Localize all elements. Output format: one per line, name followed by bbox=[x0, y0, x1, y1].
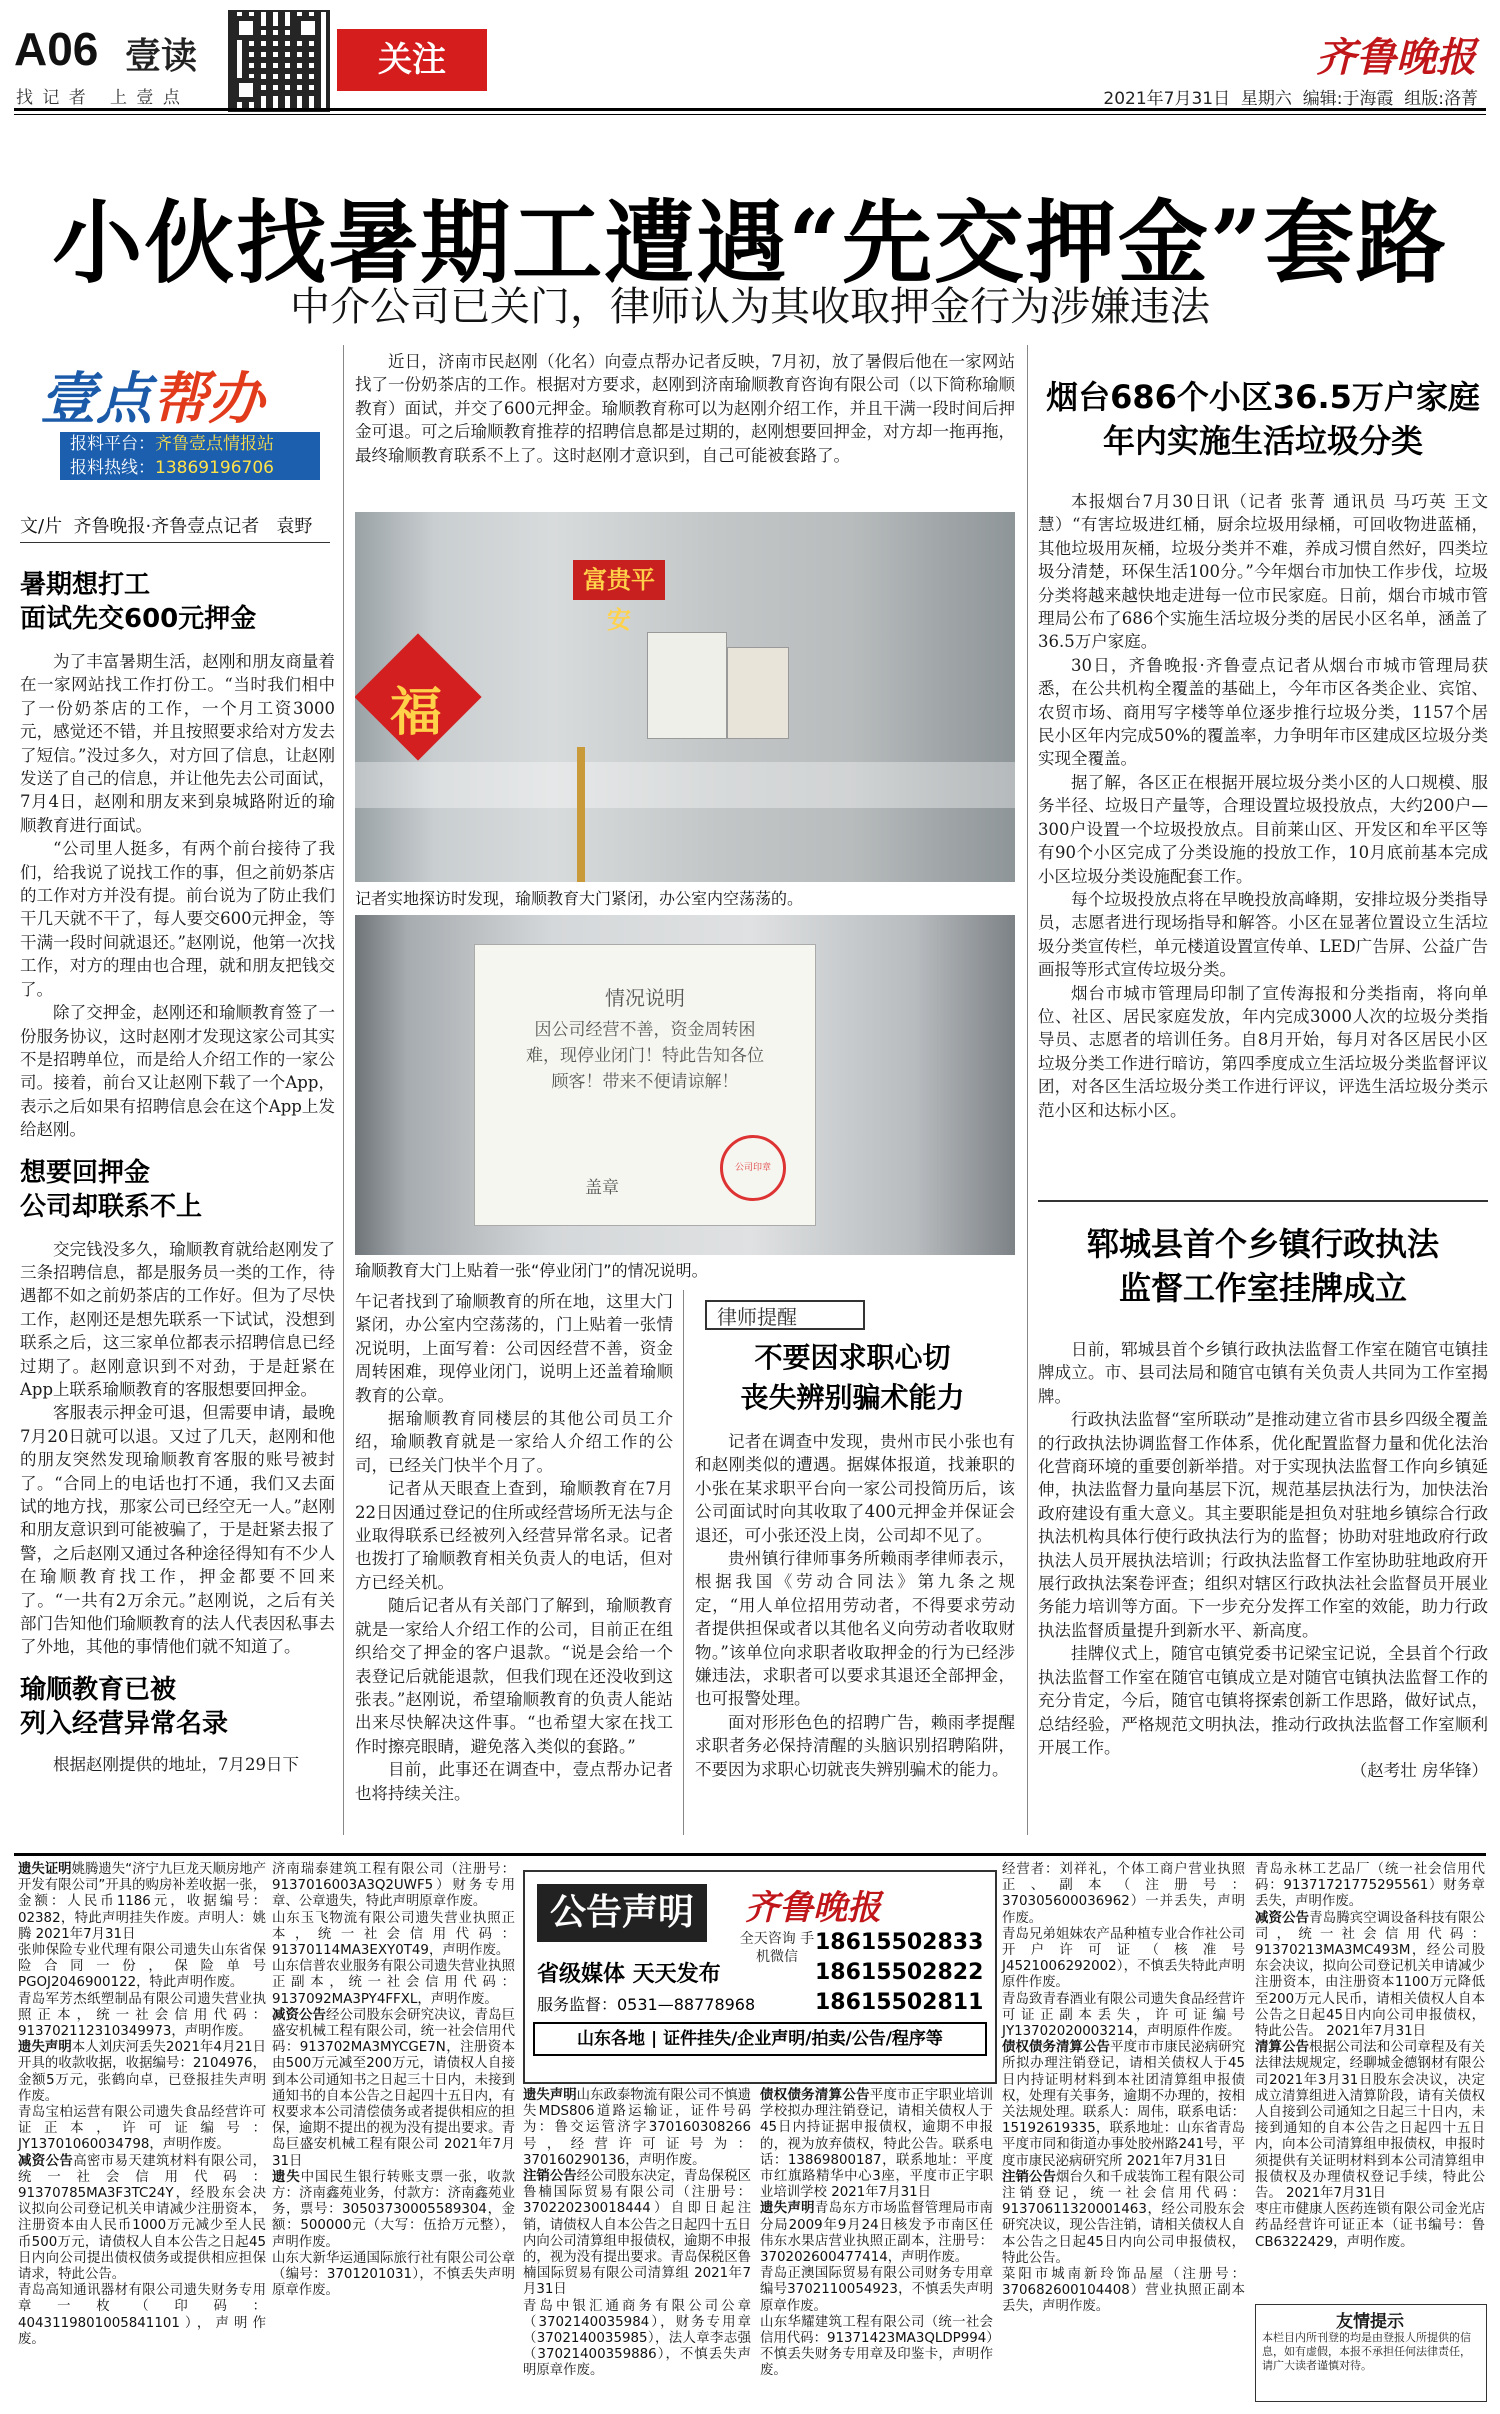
photo-caption-2: 瑜顺教育大门上贴着一张“停业闭门”的情况说明。 bbox=[355, 1261, 708, 1280]
lawyer-tip-tag: 律师提醒 bbox=[705, 1300, 865, 1330]
section-heading-2: 想要回押金 公司却联系不上 bbox=[20, 1157, 203, 1222]
dateline: 2021年7月31日 星期六 编辑:于海霞 组版:洛菁 bbox=[1103, 89, 1478, 109]
red-banner: 富贵平安 bbox=[573, 560, 665, 600]
section-slogan: 找 记 者 上 壹 点 bbox=[16, 88, 182, 108]
masthead-rule bbox=[14, 108, 1486, 111]
article-separator bbox=[1038, 1200, 1488, 1202]
right-article-body-2: 日前，郓城县首个乡镇行政执法监督工作室在随官屯镇挂牌成立。市、县司法局和随官屯镇有关负责人共同为工作室揭牌。 行政执法监督“室所联动”是推动建立省市县乡四级全覆盖的行政执法协调监督工作体系，优化配置监督力量和优化法治化营商环境的重要创新举措。对于实现执法监督工作向乡镇延伸，执法监督力量向基层下沉，规范基层执法行为，加快法治政府建设有重大意义。其主要职能是担负对驻地乡镇综合行政执法机构具体行使行政执法行为的监督；协助对驻地政府行政执法人员开展执法培训；行政执法监督工作室协助驻地政府开展行政执法案卷评查；组织对辖区行政执法社会监督员开展业务能力培训等方面。下一步充分发挥工作室的效能，助力行政执法监督质量提升到新水平、新高度。 挂牌仪式上，随官屯镇党委书记梁宝记说，全县首个行政执法监督工作室在随官屯镇成立是对随官屯镇执法监督工作的充分肯定，今后，随官屯镇将探索创新工作思路，做好试点，总结经验，严格规范文明执法，推动行政执法监督工作室顺利开展工作。 （赵考壮 房华锋） bbox=[1038, 1340, 1488, 1781]
service-hotline: 服务监督：0531—88778968 bbox=[537, 1995, 756, 2014]
classifieds-column-3: 遗失声明山东政泰物流有限公司不慎遗失MDS806道路运输证，证件号码为：鲁交运管济字370160308266号，经营许可证号为：370160290136，声明作废。 注销公告经公司股东决定，青岛保税区鲁楠国际贸易有限公司（注册号：370220230018444）自即日起注销，请债权人自本公告之日起四十五日内向公司清算组申报债权，逾期不申报的，视为没有提出要求。青岛保税区鲁楠国际贸易有限公司清算组 2021年7月31日 青岛中银汇通商务有限公司公章（3702140035984），财务专用章（3702140035985），法人章李志强（37021400359886），不慎丢失声明原章作废。 bbox=[523, 2088, 752, 2379]
section-heading-1: 暑期想打工 面试先交600元押金 bbox=[20, 570, 257, 634]
classifieds-column-1: 遗失证明姚腾遗失“济宁九巨龙天顺房地产开发有限公司”开具的购房补差收据一张，金额：人民币1186元，收据编号：02382，特此声明挂失作废。声明人：姚腾 2021年7月31日 张帅保险专业代理有限公司遗失山东省保险合同一份，保险单号PGOJ2046900122，特此声明作废。 青岛军芳杰纸塑制品有限公司遗失营业执照正本，统一社会信用代码：913702112310349973，声明作废。 遗失声明本人刘庆河丢失2021年4月21日开具的收款收据，收据编号：2104976，金额5万元，张鹤向卓，已登报挂失声明作废。 青岛宝柏运营有限公司遗失食品经营许可证正本，许可证编号：JY13701060034798，声明作废。 减资公告高密市易天建筑材料有限公司，统一社会信用代码：91370785MA3F3TC24Y，经股东会决议拟向公司登记机关申请减少注册资本，注册资本由人民币1000万元减少至人民币500万元，请债权人自本公告之日起45日内向公司提出债权债务或提供相应担保请求，特此公告。 青岛高知通讯器材有限公司遗失财务专用章一枚（印码：4043119801005841101），声明作废。 bbox=[18, 1862, 267, 2347]
section-name: 壹读 bbox=[125, 36, 198, 77]
service-list: 山东各地 | 证件挂失/企业声明/拍卖/公告/程序等 bbox=[533, 2022, 987, 2056]
right-article-body-1: 本报烟台7月30日讯（记者 张菁 通讯员 马巧英 王文慧）“有害垃圾进红桶，厨余垃圾用绿桶，可回收物进蓝桶，其他垃圾用灰桶，垃圾分类并不难，养成习惯自然好，四类垃圾分清楚，环保生活100分。”今年烟台市加快工作步伐，垃圾分类将越来越快地走进每一位市民家庭。日前，烟台市城市管理局公布了686个实施生活垃圾分类的居民小区名单，涵盖了36.5万户家庭。 30日，齐鲁晚报·齐鲁壹点记者从烟台市城市管理局获悉，在公共机构全覆盖的基础上，今年市区各类企业、宾馆、农贸市场、商用写字楼等单位逐步推行垃圾分类，1157个居民小区年内完成50%的覆盖率，力争明年市区建成区垃圾分类实现全覆盖。 据了解，各区正在根据开展垃圾分类小区的人口规模、服务半径、垃圾日产量等，合理设置垃圾投放点，大约200户—300户设置一个垃圾投放点。目前莱山区、开发区和牟平区等有90个小区完成了分类设施的投放工作，10月底前基本完成小区垃圾分类设施配套工作。 每个垃圾投放点将在早晚投放高峰期，安排垃圾分类指导员，志愿者进行现场指导和解答。小区在显著位置设立生活垃圾分类宣传栏，单元楼道设置宣传单、LED广告屏、公益广告画报等形式宣传垃圾分类。 烟台市城市管理局印制了宣传海报和分类指南，将向单位、社区、居民家庭发放，年内完成3000人次的垃圾分类指导员、志愿者的培训任务。自8月开始，每月对各区居民小区垃圾分类工作进行暗访，第四季度成立生活垃圾分类监督评议团，对各区生活垃圾分类工作进行评议，评选生活垃圾分类示范小区和达标小区。 bbox=[1038, 492, 1488, 1120]
door-handle bbox=[577, 747, 585, 882]
middle-column: 午记者找到了瑜顺教育的所在地，这里大门紧闭，办公室内空荡荡的，门上贴着一张情况说明，上面写着：公司因经营不善，资金周转困难，现停业闭门，说明上还盖着瑜顺教育的公章。 据瑜顺教育同楼层的其他公司员工介绍，瑜顺教育就是一家给人介绍工作的公司，已经关门快半个月了。 记者从天眼查上查到，瑜顺教育在7月22日因通过登记的住所或经营场所无法与企业取得联系已经被列入经营异常名录。记者也拨打了瑜顺教育相关负责人的电话，但对方已经关机。 随后记者从有关部门了解到，瑜顺教育就是一家给人介绍工作的公司，目前正在组织给交了押金的客户退款。“说是会给一个表登记后就能退款，但我们现在还没收到这张表。”赵刚说，希望瑜顺教育的负责人能站出来尽快解决这件事。“也希望大家在找工作时擦亮眼睛，避免落入类似的套路。” 目前，此事还在调查中，壹点帮办记者也将持续关注。 bbox=[355, 1292, 673, 1803]
classifieds-column-5: 经营者：刘祥礼，个体工商户营业执照正、副本（注册号：370305600036962）一并丢失，声明作废。 青岛兄弟姐妹农产品种植专业合作社公司开户许可证（核准号J4521006292002），不慎丢失特此声明原件作废。 青岛致青春酒业有限公司遗失食品经营许可证正副本丢失，许可证编号JY13702020003214，声明原件作废。 债权债务清算公告平度市市康民泌病研究所拟办理注销登记，请相关债权人于45日内持证明材料到本社团清算组申报债权，处理有关事务，逾期不办理的，按相关法规处理。联系人：周伟，联系电话：15192619335，联系地址：山东省青岛平度市同和街道办事处胶州路241号，平度市康民泌病研究所 2021年7月31日 注销公告烟台久和千成装饰工程有限公司注销登记，统一社会信用代码：91370611320001463，经公司股东会研究决议，现公告注销，请相关债权人自本公告之日起45日内向公司申报债权，特此公告。 菜阳市城南新玲饰品屋（注册号：370682600104408）营业执照正副本丢失，声明作废。 bbox=[1002, 1862, 1246, 2315]
closure-notice: 情况说明 因公司经营不善，资金周转困难，现停业闭门！特此告知各位顾客！带来不便请谅解！ 盖章 公司印章 bbox=[475, 945, 815, 1225]
column-divider bbox=[683, 1290, 684, 1835]
right-article-title-2: 郓城县首个乡镇行政执法 监督工作室挂牌成立 bbox=[1086, 1225, 1439, 1307]
closure-notice-photo bbox=[355, 915, 1015, 1255]
masthead-rule-thin bbox=[14, 114, 1486, 115]
section-body-1: 为了丰富暑期生活，赵刚和朋友商量着在一家网站找工作打份工。“当时我们相中了一份奶茶店的工作，一个月工资3000元，感觉还不错，并且按照要求给对方发去了短信。”没过多久，对方回了信息，让赵刚发送了自己的信息，并让他先去公司面试，7月4日，赵刚和朋友来到泉城路附近的瑜顺教育进行面试。 “公司里人挺多，有两个前台接待了我们，给我说了说找工作的事，但之前奶茶店的工作对方并没有提。前台说为了防止我们干几天就不干了，每人要交600元押金，等干满一段时间就退还。”赵刚说，他第一次找工作，对方的理由也合理，就和朋友把钱交了。 除了交押金，赵刚还和瑜顺教育签了一份服务协议，这时赵刚才发现这家公司其实不是招聘单位，而是给人介绍工作的一家公司。接着，前台又让赵刚下载了一个App，表示之后如果有招聘信息会在这个App上发给赵刚。 bbox=[20, 652, 335, 1140]
lawyer-tip-body: 记者在调查中发现，贵州市民小张也有和赵刚类似的遭遇。据媒体报道，找兼职的小张在某求职平台向一家公司投简历后，该公司面试时向其收取了400元押金并保证会退还，可小张还没上岗，公司却不见了。 贵州镇行律师事务所赖雨孝律师表示，根据我国《劳动合同法》第九条之规定，“用人单位招用劳动者，不得要求劳动者提供担保或者以其他名义向劳动者收取财物。”该单位向求职者收取押金的行为已经涉嫌违法，求职者可以要求其退还全部押金，也可报警处理。 面对形形色色的招聘广告，赖雨孝提醒求职者务必保持清醒的头脑识别招聘陷阱，不要因为求职心切就丧失辨别骗术的能力。 bbox=[695, 1432, 1015, 1779]
lawyer-tip-title: 不要因求职心切 丧失辨别骗术能力 bbox=[740, 1341, 965, 1414]
page-number: A06 bbox=[14, 23, 99, 75]
classifieds-column-2: 济南瑞泰建筑工程有限公司（注册号：9137016003A3Q2UWF5）财务专用章、公章遗失，特此声明原章作废。 山东玉飞物流有限公司遗失营业执照正本，统一社会信用代码：91370114MA3EXY0T49，声明作废。 山东信普农业服务有限公司遗失营业执照正副本，统一社会信用代码：9137092MA3PY4FFXL，声明作废。 减资公告经公司股东会研究决议，青岛巨盛安机械工程有限公司，统一社会信用代码：913702MA3MYCGE7N，注册资本由500万元减至200万元，请债权人自接到本公司通知书之日起三十日内，未接到通知书的自本公告之日起四十五日内，有权要求本公司清偿债务或者提供相应的担保，逾期不提出的视为没有提出要求。青岛巨盛安机械工程有限公司 2021年7月31日 遗失中国民生银行转账支票一张，收款方：济南鑫苑业务，付款方：济南鑫苑业务，票号：30503730005589304，金额：500000元（大写：伍拾万元整），声明作废。 山东大新华运通国际旅行社有限公司公章（编号：3701201031），不慎丢失声明原章作废。 bbox=[272, 1862, 516, 2299]
posted-paper bbox=[647, 632, 727, 739]
announcement-ad-box bbox=[523, 1870, 997, 2084]
phone-numbers: 18615502833 18615502822 18615502811 bbox=[815, 1930, 984, 2015]
section-tag: 关注 bbox=[337, 29, 487, 91]
office-door-photo: 福 富贵平安 bbox=[355, 512, 1015, 882]
tipline-box: 报料平台：齐鲁壹点情报站 报料热线：13869196706 bbox=[60, 432, 320, 480]
newspaper-logo: 齐鲁晚报 bbox=[1316, 34, 1476, 81]
announcement-heading: 公告声明 bbox=[537, 1884, 707, 1942]
byline-rule bbox=[20, 542, 330, 543]
left-column bbox=[20, 568, 335, 1776]
yidian-bangban-logo: 壹点帮办 bbox=[40, 367, 264, 432]
byline: 文/片 齐鲁晚报·齐鲁壹点记者 袁野 bbox=[20, 516, 313, 537]
posted-paper bbox=[727, 647, 789, 739]
headline: 小伙找暑期工遭遇“先交押金”套路 bbox=[52, 190, 1448, 296]
announcement-brand: 齐鲁晚报 bbox=[745, 1888, 881, 1928]
section-body-2: 交完钱没多久，瑜顺教育就给赵刚发了三条招聘信息，都是服务员一类的工作，待遇都不如之前奶茶店的工作好。但为了尽快工作，赵刚还是想先联系一下试试，没想到联系之后，这三家单位都表示招聘信息已经过期了。赵刚意识到不对劲，于是赶紧在App上联系瑜顺教育的客服想要回押金。 客服表示押金可退，但需要申请，最晚7月20日就可以退。又过了几天，赵刚和他的朋友突然发现瑜顺教育客服的账号被封了。“合同上的电话也打不通，我们又去面试的地方找，那家公司已经空无一人。”赵刚和朋友意识到可能被骗了，于是赶紧去报了警，之后赵刚又通过各种途径得知有不少人在瑜顺教育找工作，押金都要不回来了。“一共有2万余元。”赵刚说，之后有关部门告知他们瑜顺教育的法人代表因私事去了外地，其他的事情他们就不知道了。 bbox=[20, 1239, 335, 1657]
announcement-slogan: 省级媒体 天天发布 bbox=[537, 1962, 721, 1987]
subheadline: 中介公司已关门，律师认为其收取押金行为涉嫌违法 bbox=[290, 284, 1210, 330]
column-divider bbox=[1027, 345, 1028, 1835]
qr-code-icon[interactable] bbox=[228, 10, 330, 112]
section-body-3: 根据赵刚提供的地址，7月29日下 bbox=[53, 1754, 299, 1774]
section-heading-3: 瑜顺教育已被 列入经营异常名录 bbox=[20, 1674, 229, 1739]
classifieds-column-6: 青岛永林工艺品厂（统一社会信用代码：91371721775295561）财务章丢失，声明作废。 减资公告青岛腾宾空调设备科技有限公司，统一社会信用代码：91370213MA3MC493M，经公司股东会决议，拟向公司登记机关申请减少注册资本，由注册资本1100万元降低至200万元人民币，请相关债权人自本公告之日起45日内向公司申报债权，特此公告。 2021年7月31日 清算公告根据公司法和公司章程及有关法律法规规定，经聊城金德钢材有限公司2021年3月31日股东会决议，决定成立清算组进入清算阶段，请有关债权人自接到公司通知之日起三十日内，未接到通知的自本公告之日起四十五日内，向本公司清算组申报债权，申报时须提供有关证明材料到本公司清算组申报债权及办理债权登记手续，特此公告。 2021年7月31日 枣庄市健康人医药连锁有限公司金光店药品经营许可证正本（证书编号：鲁CB6322429，声明作废。 bbox=[1255, 1862, 1486, 2250]
right-article-title-1: 烟台686个小区36.5万户家庭 年内实施生活垃圾分类 bbox=[1046, 378, 1480, 460]
classifieds-column-4: 债权债务清算公告平度市正宇职业培训学校拟办理注销登记，请相关债权人于45日内持证据申报债权，逾期不申报的，视为放弃债权，特此公告。联系电话：13869800187，联系地址：平度市红旗路精华中心3座，平度市正宇职业培训学校 2021年7月31日 遗失声明青岛东方市场监督管理局市南分局2009年9月24日核发予市南区任伟东水果店营业执照正副本，注册号：370202600477414，声明作废。 青岛正澳国际贸易有限公司财务专用章编号3702110054923，不慎丢失声明原章作废。 山东华耀建筑工程有限公司（统一社会信用代码：91371423MA3QLDP994）不慎丢失财务专用章及印鉴卡，声明作废。 bbox=[760, 2088, 994, 2379]
consult-label: 全天咨询 手机微信 bbox=[739, 1931, 815, 1965]
photo-caption-1: 记者实地探访时发现，瑜顺教育大门紧闭，办公室内空荡荡的。 bbox=[355, 889, 804, 908]
column-divider bbox=[343, 345, 344, 1835]
friendly-reminder-body: 本栏目内所刊登的均是由登报人所提供的信息，如有虚假，本报不承担任何法律责任，请广大读者谨慎对待。 bbox=[1262, 2331, 1471, 2372]
company-seal: 公司印章 bbox=[720, 1135, 786, 1201]
friendly-reminder-title: 友情提示 bbox=[1336, 2312, 1404, 2332]
article-lead: 近日，济南市民赵刚（化名）向壹点帮办记者反映，7月初，放了暑假后他在一家网站找了一份奶茶店的工作。根据对方要求，赵刚到济南瑜顺教育咨询有限公司（以下简称瑜顺教育）面试，并交了600元押金。瑜顺教育称可以为赵刚介绍工作，并且干满一段时间后押金可退。可之后瑜顺教育推荐的招聘信息都是过期的，赵刚想要回押金，对方却一拖再拖，最终瑜顺教育联系不上了。这时赵刚才意识到，自己可能被套路了。 bbox=[355, 352, 1015, 465]
friendly-reminder-box bbox=[1255, 2304, 1487, 2402]
